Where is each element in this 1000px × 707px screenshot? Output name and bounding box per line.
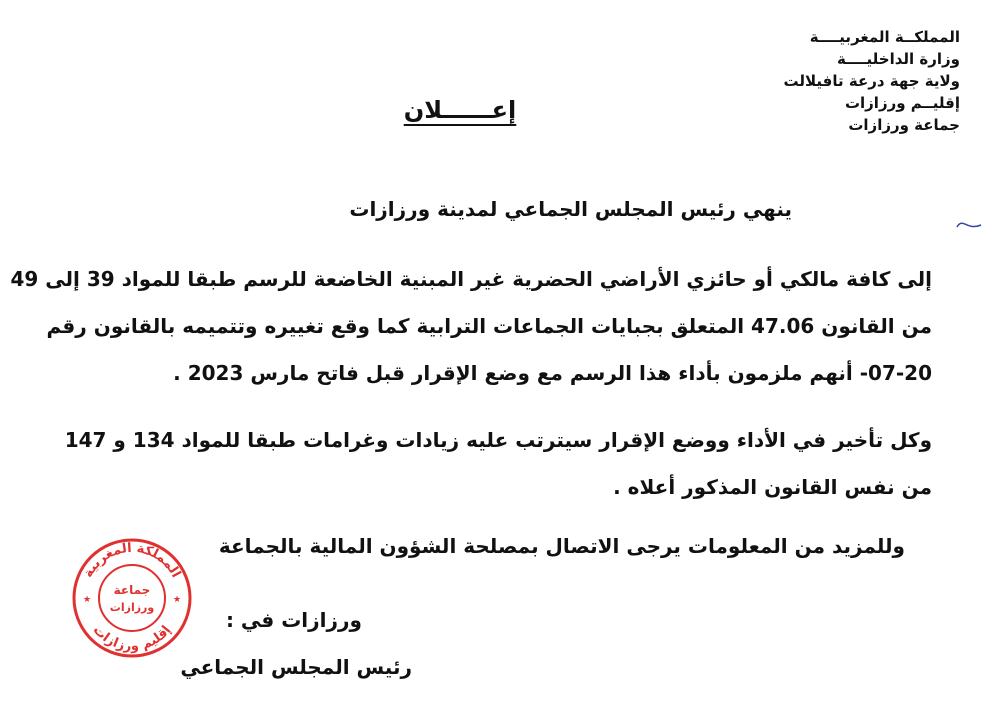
signature-place: ورزازات في :: [225, 608, 362, 632]
stamp-star-left: ★: [83, 595, 92, 605]
stamp-inner-line2: ورزازات: [109, 601, 155, 614]
pen-mark-stroke: [955, 215, 985, 235]
stamp-inner-line1: جماعة: [113, 583, 151, 597]
stamp-outer-top-text: المملكة المغربية: [80, 540, 184, 581]
signature-role: رئيس المجلس الجماعي: [180, 655, 412, 679]
pen-mark: [955, 215, 985, 241]
header-commune: جماعة ورزازات: [848, 116, 960, 134]
issuer-header: [720, 26, 960, 136]
header-province: إقليــم ورزازات: [844, 94, 960, 112]
paragraph2-line2: من نفس القانون المذكور أعلاه .: [613, 475, 932, 499]
header-ministry: وزارة الداخليــــة: [836, 50, 960, 68]
paragraph1-line1: إلى كافة مالكي أو حائزي الأراضي الحضرية غير المبنية الخاضعة للرسم طبقا للمواد 39 إلى 49: [10, 267, 932, 291]
stamp-inner-ring: [99, 565, 165, 631]
paragraph1-line3: 07-20- أنهم ملزمون بأداء هذا الرسم مع وضع الإقرار قبل فاتح مارس 2023 .: [173, 361, 932, 385]
announcement-title: إعــــــلان: [403, 96, 517, 124]
stamp-outer-bottom-text: إقليم ورزازات: [89, 622, 175, 655]
official-stamp: [70, 536, 194, 660]
header-region: ولاية جهة درعة تافيلالت: [783, 72, 960, 90]
paragraph1-line2: من القانون 47.06 المتعلق بجبايات الجماعات الترابية كما وقع تغييره وتتميمه بالقانون رقم: [46, 314, 932, 338]
intro-line: ينهي رئيس المجلس الجماعي لمدينة ورزازات: [349, 197, 792, 221]
paragraph2-line1: وكل تأخير في الأداء ووضع الإقرار سيترتب عليه زيادات وغرامات طبقا للمواد 134 و 147: [64, 428, 932, 452]
contact-line: وللمزيد من المعلومات يرجى الاتصال بمصلحة الشؤون المالية بالجماعة: [218, 534, 905, 558]
stamp-star-right: ★: [173, 595, 182, 605]
header-kingdom: المملكــة المغربيــــة: [809, 28, 960, 46]
